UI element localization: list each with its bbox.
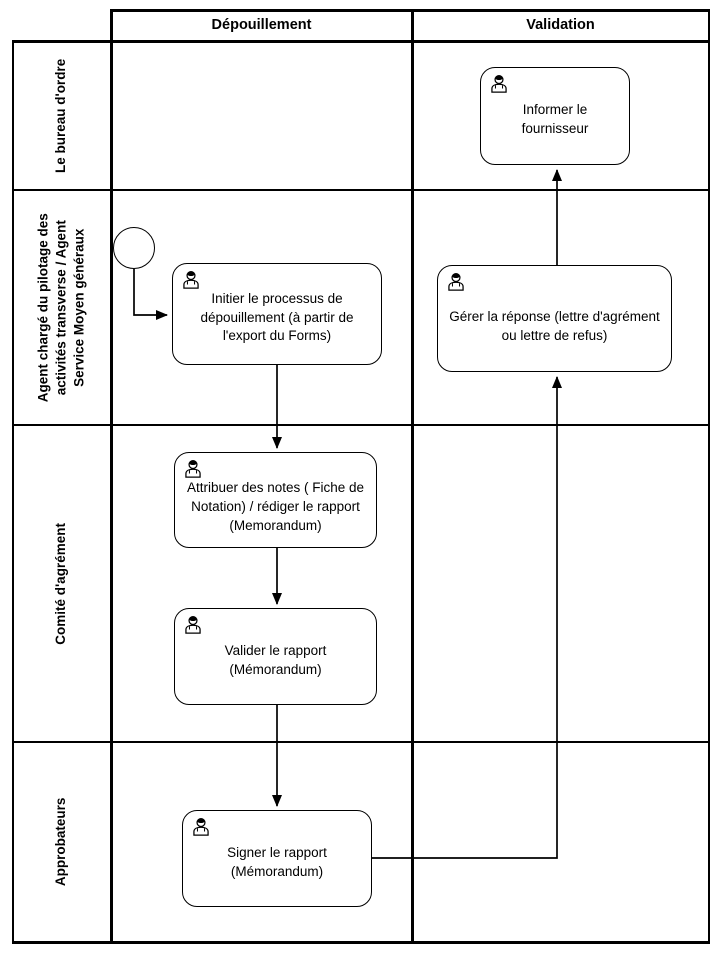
user-icon — [445, 271, 467, 292]
flow-arrow-start-to-initier — [134, 269, 167, 315]
user-icon — [180, 269, 202, 290]
task-label: Initier le processus de dépouillement (à partir de l'export du Forms) — [200, 290, 354, 344]
start-event — [113, 227, 155, 269]
task-gerer — [437, 265, 672, 372]
lane-label-text: Comité d'agrément — [53, 522, 69, 645]
user-icon — [190, 816, 212, 837]
lane-label-text: Le bureau d'ordre — [53, 58, 69, 173]
task-label: Gérer la réponse (lettre d'agrément ou lettre de refus) — [449, 309, 660, 343]
user-icon — [182, 458, 204, 479]
lane-label-text: Agent chargé du pilotage des activités transverse / Agent Service Moyen généraux — [35, 212, 86, 403]
user-icon — [182, 614, 204, 635]
flow-arrow-signer-to-gerer — [372, 377, 557, 858]
lane-label-text: Approbateurs — [53, 797, 69, 887]
task-label: Valider le rapport (Mémorandum) — [224, 642, 327, 677]
task-valider — [174, 608, 377, 705]
task-label: Attribuer des notes ( Fiche de Notation) / rédiger le rapport (Memorandum) — [186, 480, 365, 533]
task-informer — [480, 67, 630, 165]
user-icon — [488, 73, 510, 94]
task-signer — [182, 810, 372, 907]
task-initier — [172, 263, 382, 365]
column-header-label: Dépouillement — [211, 17, 312, 33]
column-header-label: Validation — [526, 17, 595, 33]
task-attribuer — [174, 452, 377, 548]
task-label: Signer le rapport (Mémorandum) — [227, 844, 327, 879]
task-label: Informer le fournisseur — [521, 102, 589, 136]
